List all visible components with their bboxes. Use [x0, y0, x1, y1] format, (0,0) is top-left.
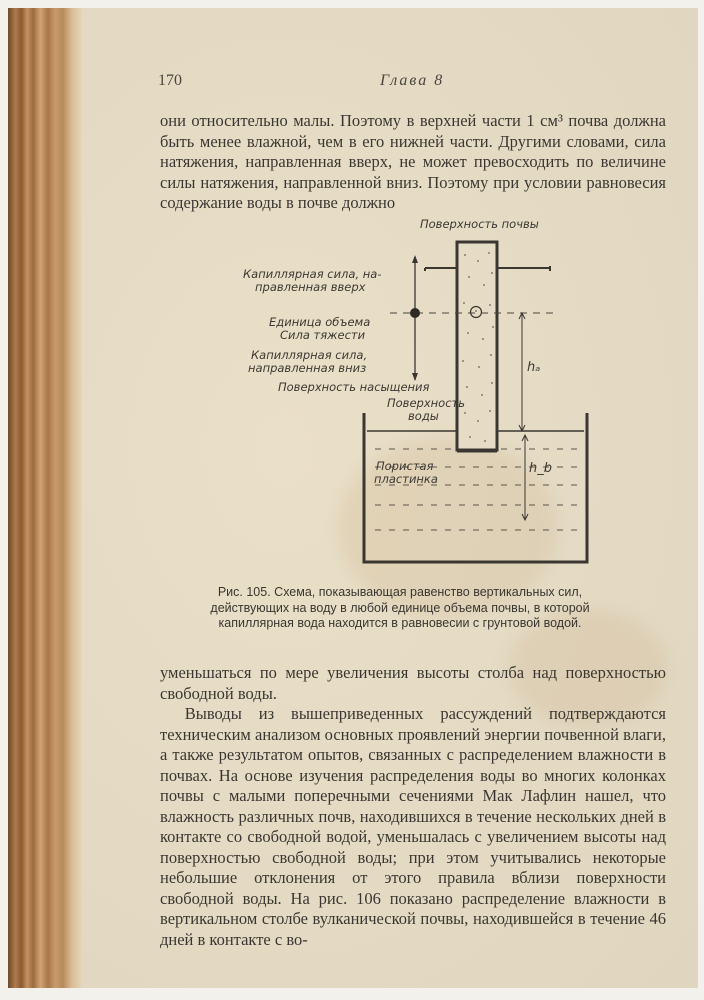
page-number: 170 [158, 72, 182, 89]
figure-caption: Рис. 105. Схема, показывающая равенство вертикальных сил, действующих на воду в любой единице объема почвы, в которой капиллярная вода находится в равновесии с грунтовой водой. [210, 585, 590, 630]
label-gravity: Сила тяжести [280, 328, 366, 342]
page-header [158, 72, 670, 92]
arrow-up [412, 255, 418, 263]
label-capillary-down-2: направленная вниз [248, 361, 367, 375]
running-title: Глава 8 [380, 72, 445, 89]
label-unit-volume: Единица объема [269, 315, 371, 329]
label-capillary-up-2: правленная вверх [255, 280, 366, 294]
label-water-surface-1: Поверхность [387, 396, 465, 410]
book-spine [8, 8, 82, 988]
label-hb: h_b [529, 461, 552, 476]
label-water-surface-2: воды [408, 409, 439, 423]
paragraph-2: уменьшаться по мере увеличения высоты столба над поверхностью свободной воды. [160, 663, 666, 703]
paragraph-3: Выводы из вышеприведенных рассуждений подтверждаются техническим анализом основных проявлений энергии почвенной влаги, а также результатом опытов, связанных с распределением влажности в почвах. На основе изучения распределения воды во многих колонках почвы с малыми поперечными сечениями Мак Лафлин нашел, что влажность различных почв, находившихся в течение нескольких дней в контакте со свободной водой, уменьшалась с увеличением высоты над поверхностью свободной воды; при этом учитывались некоторые небольшие отклонения от этого правила вблизи поверхности свободной воды. На рис. 106 показано распределение влажности в вертикальном столбе вулканической почвы, находившейся в течение 46 дней в контакте с во- [160, 704, 666, 949]
paragraph-1: они относительно малы. Поэтому в верхней части 1 см³ почва должна быть менее влажной, чем в его нижней части. Другими словами, сила натяжения, направленная вверх, не может превосходить по величине силы натяжения, направленной вниз. Поэтому при условии равновесия содержание воды в почве должно [160, 111, 666, 212]
unit-volume-dot [410, 308, 420, 318]
label-ha: hₐ [527, 360, 541, 375]
label-soil-surface: Поверхность почвы [420, 217, 539, 231]
label-porous-plate-1: Пористая [376, 459, 434, 473]
paragraph-top [160, 111, 666, 214]
label-capillary-up-1: Капиллярная сила, на- [243, 267, 382, 281]
figure-105 [240, 215, 600, 580]
paragraph-bottom [160, 663, 666, 950]
label-porous-plate-2: пластинка [374, 472, 438, 486]
label-saturation-surface: Поверхность насыщения [278, 380, 430, 394]
label-capillary-down-1: Капиллярная сила, [251, 348, 368, 362]
soil-column [457, 242, 497, 450]
